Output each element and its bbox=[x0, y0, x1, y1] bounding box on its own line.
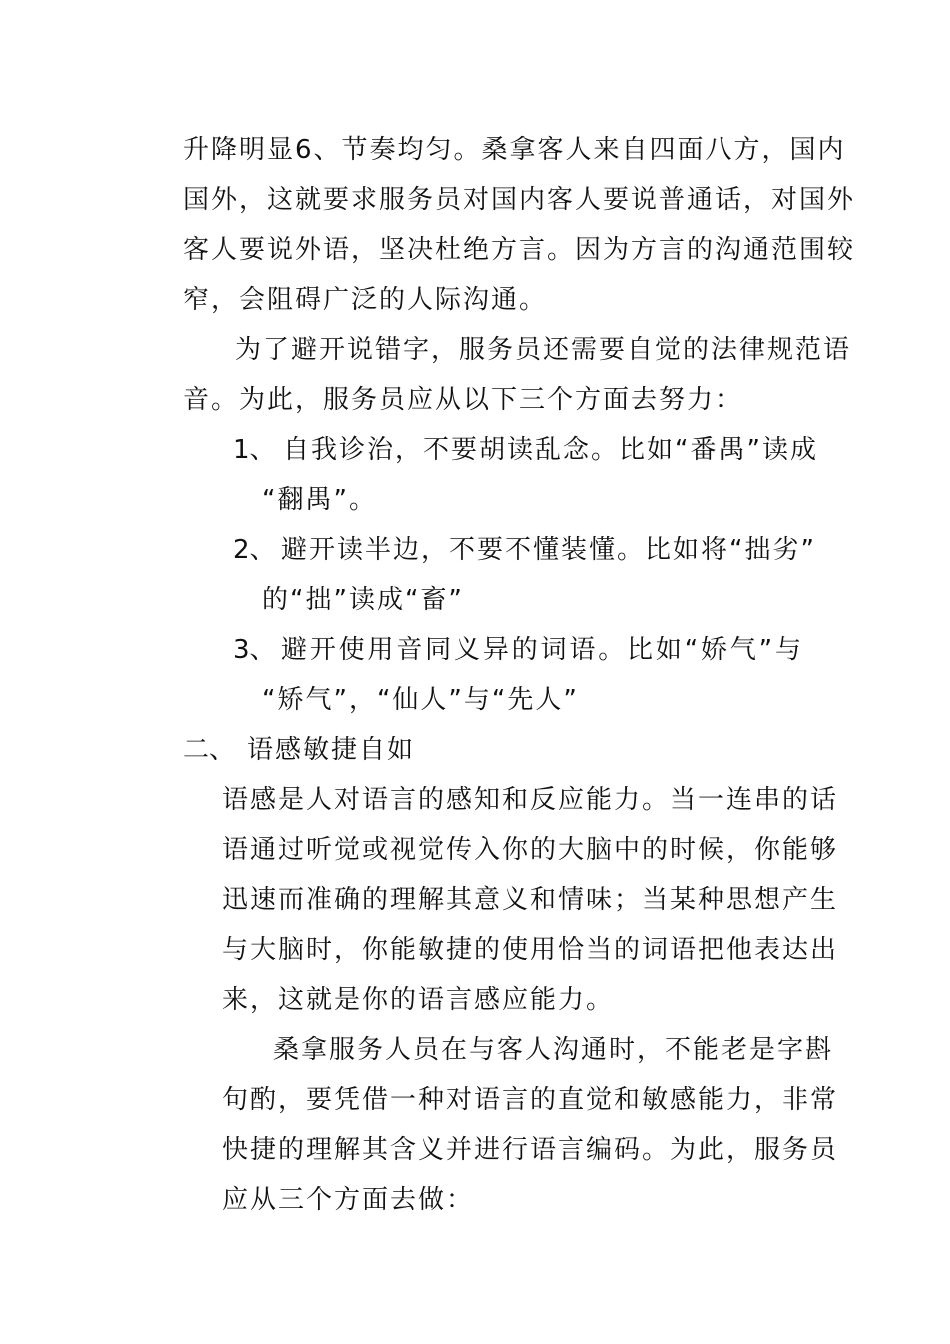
paragraph-line: 应从三个方面去做： bbox=[222, 1185, 475, 1215]
paragraph-line: 升降明显6、节奏均匀。桑拿客人来自四面八方，国内 bbox=[183, 135, 846, 165]
paragraph-line: 迅速而准确的理解其意义和情味；当某种思想产生 bbox=[222, 885, 839, 915]
list-item-number: 2、 bbox=[233, 535, 276, 565]
list-item-line: 自我诊治，不要胡读乱念。比如“番禺”读成 bbox=[283, 435, 818, 465]
paragraph-line: 窄，会阻碍广泛的人际沟通。 bbox=[183, 285, 548, 315]
list-item-line: “矫气”，“仙人”与“先人” bbox=[262, 685, 579, 715]
paragraph-line: 为了避开说错字，服务员还需要自觉的法律规范语 bbox=[235, 335, 852, 365]
list-item-line: “翻禺”。 bbox=[262, 485, 377, 515]
paragraph-line: 来，这就是你的语言感应能力。 bbox=[222, 985, 615, 1015]
list-item-number: 1、 bbox=[233, 435, 276, 465]
paragraph-line: 快捷的理解其含义并进行语言编码。为此，服务员 bbox=[222, 1135, 839, 1165]
list-item-line: 避开使用音同义异的词语。比如“娇气”与 bbox=[281, 635, 803, 665]
list-item-number: 3、 bbox=[233, 635, 276, 665]
list-item-line: 的“拙”读成“畜” bbox=[262, 585, 464, 615]
paragraph-line: 句酌，要凭借一种对语言的直觉和敏感能力，非常 bbox=[222, 1085, 839, 1115]
paragraph-line: 客人要说外语，坚决杜绝方言。因为方言的沟通范围较 bbox=[183, 235, 856, 265]
paragraph-line: 语感是人对语言的感知和反应能力。当一连串的话 bbox=[222, 785, 839, 815]
list-item-line: 避开读半边，不要不懂装懂。比如将“拙劣” bbox=[281, 535, 816, 565]
paragraph-line: 桑拿服务人员在与客人沟通时，不能老是字斟 bbox=[273, 1035, 834, 1065]
paragraph-line: 国外，这就要求服务员对国内客人要说普通话，对国外 bbox=[183, 185, 856, 215]
paragraph-line: 与大脑时，你能敏捷的使用恰当的词语把他表达出 bbox=[222, 935, 839, 965]
paragraph-line: 语通过听觉或视觉传入你的大脑中的时候，你能够 bbox=[222, 835, 839, 865]
section-heading-title: 语感敏捷自如 bbox=[247, 735, 416, 765]
section-heading-number: 二、 bbox=[183, 735, 236, 765]
paragraph-line: 音。为此，服务员应从以下三个方面去努力： bbox=[183, 385, 744, 415]
